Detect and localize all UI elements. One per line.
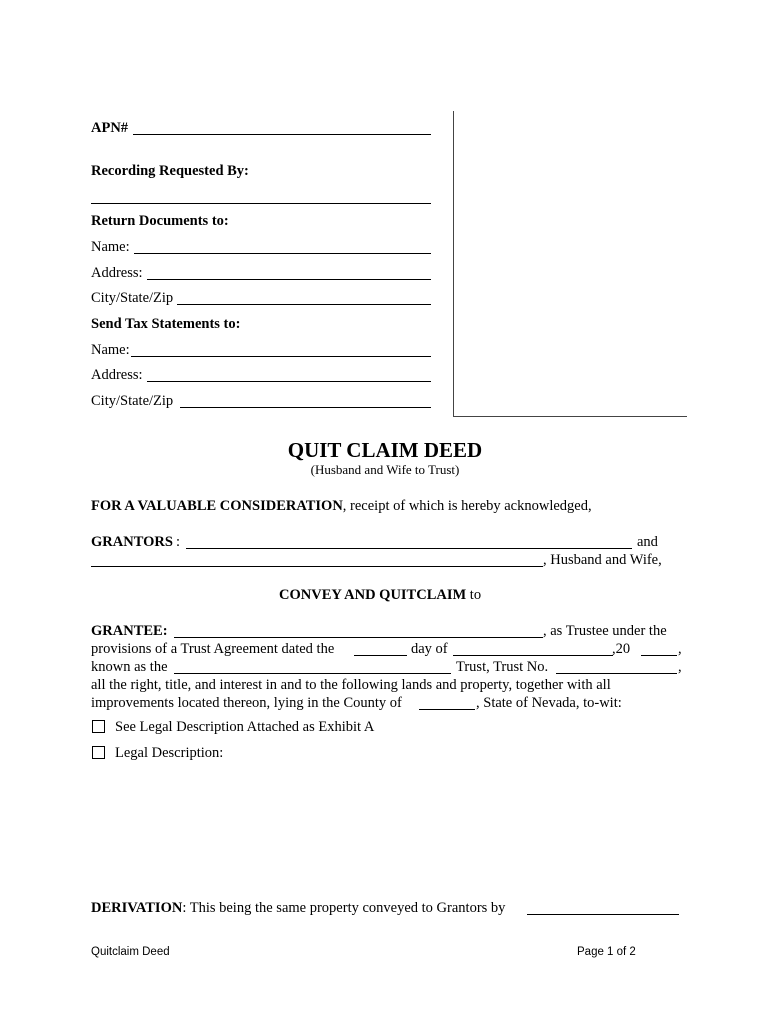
husband-wife-text: , Husband and Wife, [543,552,662,568]
derivation-rest: : This being the same property conveyed to Grantors by [182,900,506,916]
known-as-text: known as the [91,659,168,675]
derivation-field[interactable] [527,914,679,915]
tax-address-field[interactable] [147,381,431,382]
document-subtitle: (Husband and Wife to Trust) [310,462,460,477]
agreement-year-field[interactable] [641,655,677,656]
return-address-field[interactable] [147,279,431,280]
improvements-post: , State of Nevada, to-wit: [476,695,622,711]
consideration-bold: FOR A VALUABLE CONSIDERATION [91,498,343,514]
trust-name-field[interactable] [174,673,451,674]
tax-city-label: City/State/Zip [91,393,174,409]
convey-bold: CONVEY AND QUITCLAIM [279,587,467,603]
provisions-text: provisions of a Trust Agreement dated the [91,641,335,657]
year-prefix: ,20 [612,641,631,657]
return-address-label: Address: [91,265,143,281]
document-title: QUIT CLAIM DEED [287,438,483,462]
grantors-and: and [637,534,658,550]
recording-requested-field[interactable] [91,203,431,204]
return-city-label: City/State/Zip [91,290,174,306]
tax-address-label: Address: [91,367,143,383]
improvements-pre: improvements located thereon, lying in the County of [91,695,402,711]
apn-label: APN# [91,120,129,136]
grantors-colon: : [176,534,181,550]
day-of-text: day of [411,641,448,657]
trust-number-field[interactable] [556,673,677,674]
recording-requested-label: Recording Requested By: [91,163,249,179]
derivation-bold: DERIVATION [91,900,183,916]
county-field[interactable] [419,709,475,710]
trust-no-text: Trust, Trust No. [456,659,549,675]
return-name-label: Name: [91,239,130,255]
apn-field[interactable] [133,134,431,135]
grantors-label: GRANTORS [91,534,173,550]
trust-no-comma: , [678,659,682,675]
derivation-line [91,900,505,917]
agreement-month-field[interactable] [453,655,613,656]
grantee-label: GRANTEE: [91,623,168,639]
grantor-2-field[interactable] [91,566,543,567]
return-city-field[interactable] [177,304,431,305]
tax-city-field[interactable] [180,407,431,408]
rights-text: all the right, title, and interest in and to the following lands and property, together with all [91,677,611,693]
consideration-line [91,498,592,515]
return-documents-label: Return Documents to: [91,213,229,229]
agreement-day-field[interactable] [354,655,407,656]
footer-left: Quitclaim Deed [91,946,170,958]
recording-box-bottom-border [453,416,687,417]
year-comma: , [678,641,682,657]
convey-line [279,587,481,604]
convey-to: to [469,587,482,603]
grantor-1-field[interactable] [186,548,632,549]
exhibit-a-checkbox[interactable] [92,720,105,733]
legal-description-checkbox[interactable] [92,746,105,759]
send-tax-label: Send Tax Statements to: [91,316,241,332]
exhibit-a-label: See Legal Description Attached as Exhibit A [115,719,375,735]
legal-description-label: Legal Description: [115,745,224,761]
grantee-field[interactable] [174,637,543,638]
recording-box-right-border [453,111,454,417]
tax-name-field[interactable] [131,356,431,357]
as-trustee-text: , as Trustee under the [543,623,667,639]
page-number: Page 1 of 2 [577,946,636,958]
return-name-field[interactable] [134,253,431,254]
consideration-rest: , receipt of which is hereby acknowledged, [342,498,592,514]
tax-name-label: Name: [91,342,130,358]
